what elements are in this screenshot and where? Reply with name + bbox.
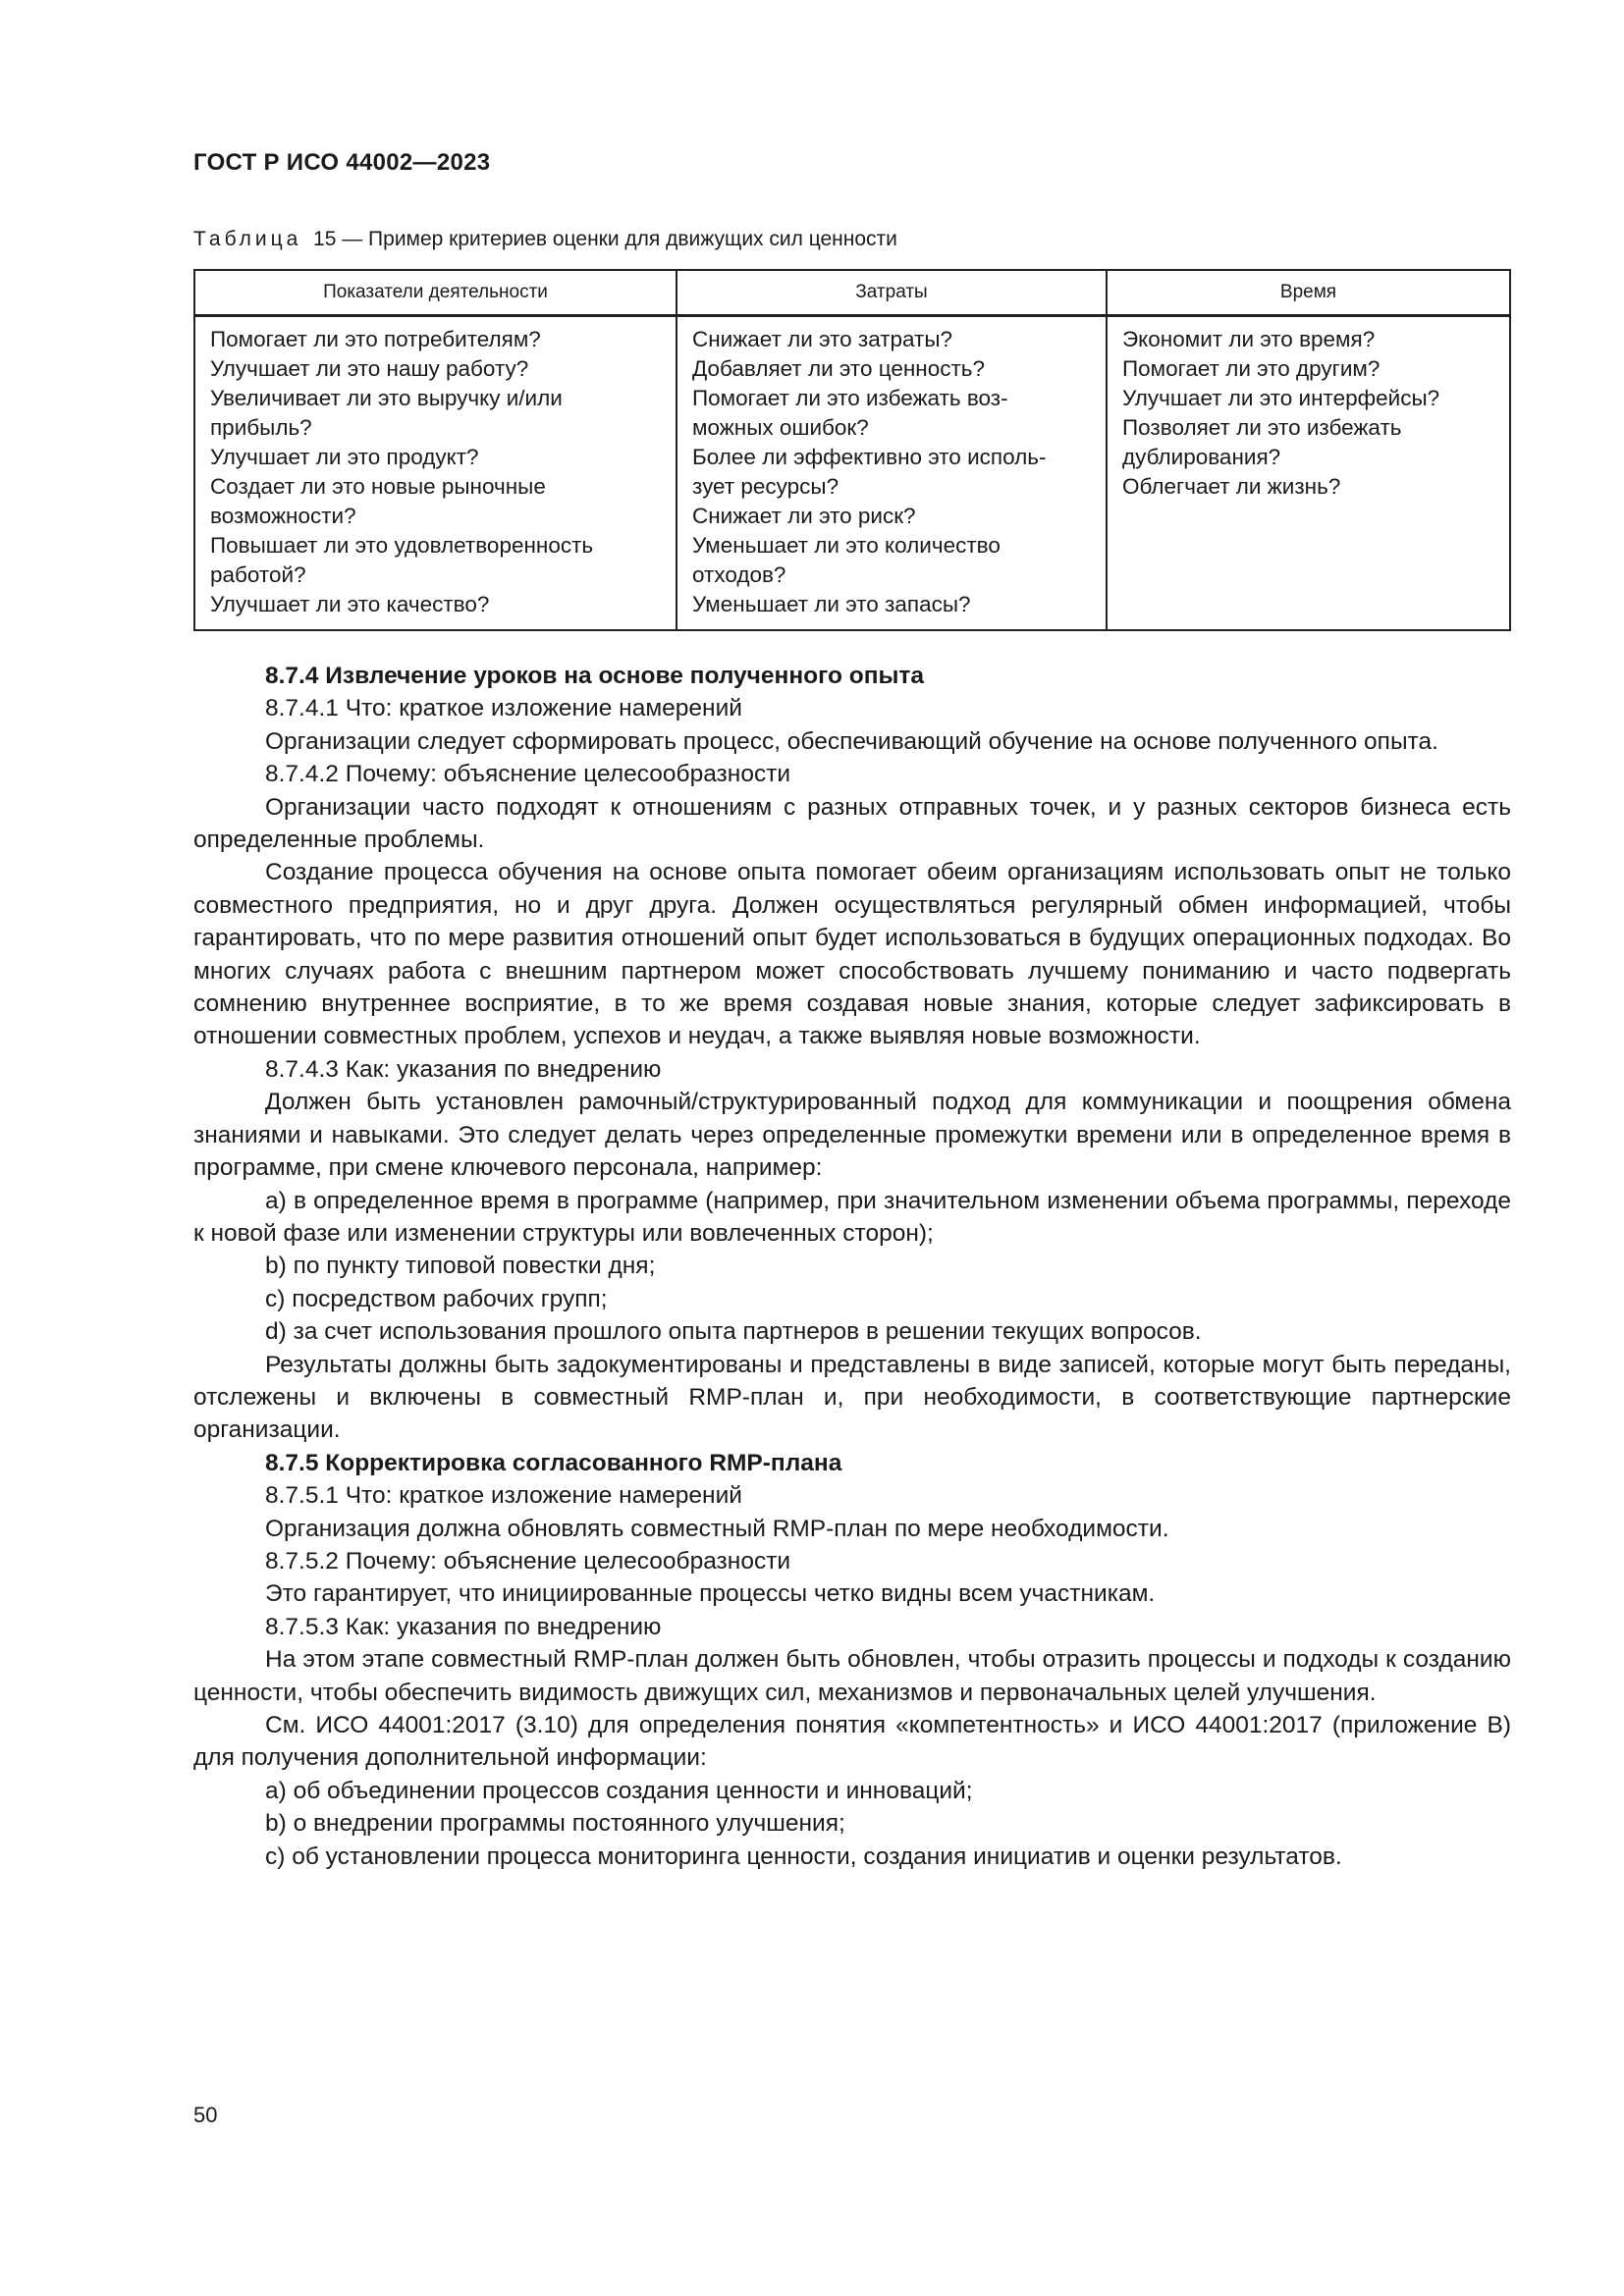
column-header-time: Время [1107,270,1510,316]
list-item: b) по пункту типовой повестки дня; [265,1253,656,1280]
subsection-8-7-5-2: 8.7.5.2 Почему: объяснение целесообразности [265,1547,791,1575]
table-caption-text: 15 — Пример критериев оценки для движущих сил ценности [313,228,897,250]
cell-line: отходов? [692,562,786,587]
cell-line: Улучшает ли это продукт? [210,445,479,469]
list-item: c) об установлении процесса мониторинга ценности, создания инициатив и оценки результатов. [265,1842,1342,1870]
column-header-costs: Затраты [677,270,1107,316]
paragraph: Должен быть установлен рамочный/структурированный подход для коммуникации и поощрения обмена знаниями и навыками. Это следует делать через определенные промежутки времени или в определенное время в программе, при смене ключевого персонала, например: [193,1089,1511,1182]
table-row [194,316,1510,631]
section-heading-8-7-5: 8.7.5 Корректировка согласованного RMP-плана [265,1449,842,1476]
paragraph: Результаты должны быть задокументированы и представлены в виде записей, которые могут быть переданы, отслежены и включены в совместный RMP-план и, при необходимости, в соответствующие партнерские организации. [193,1351,1511,1444]
cell-line: Уменьшает ли это запасы? [692,592,971,616]
cell-line: Снижает ли это затраты? [692,327,953,351]
cell-line: Улучшает ли это нашу работу? [210,356,529,381]
table-cell-costs [677,316,1107,631]
subsection-8-7-5-1: 8.7.5.1 Что: краткое изложение намерений [265,1482,742,1510]
body-text [193,660,1511,1873]
paragraph: Организации следует сформировать процесс, обеспечивающий обучение на основе полученного опыта. [265,727,1438,755]
table-header-row [194,270,1510,316]
cell-line: можных ошибок? [692,415,869,440]
page-number: 50 [193,2103,218,2127]
paragraph: Организации часто подходят к отношениям с разных отправных точек, и у разных секторов бизнеса есть определенные проблемы. [193,793,1511,854]
cell-line: прибыль? [210,415,312,440]
cell-line: Уменьшает ли это количество [692,533,1001,558]
column-header-performance: Показатели деятельности [194,270,677,316]
cell-line: дублирования? [1122,445,1281,469]
cell-line: Облегчает ли жизнь? [1122,474,1341,499]
cell-line: Увеличивает ли это выручку и/или [210,386,563,410]
cell-line: Помогает ли это потребителям? [210,327,541,351]
list-item: a) в определенное время в программе (например, при значительном изменении объема программы, переходе к новой фазе или изменении структуры или вовлеченных сторон); [193,1187,1511,1247]
list-item: b) о внедрении программы постоянного улучшения; [265,1810,845,1838]
cell-line: Экономит ли это время? [1122,327,1376,351]
cell-line: Создает ли это новые рыночные [210,474,546,499]
paragraph: Организация должна обновлять совместный RMP-план по мере необходимости. [265,1515,1169,1542]
cell-line: Позволяет ли это избежать [1122,415,1402,440]
document-header: ГОСТ Р ИСО 44002—2023 [193,149,491,176]
cell-line: Помогает ли это избежать воз- [692,386,1008,410]
cell-line: зует ресурсы? [692,474,839,499]
cell-line: Добавляет ли это ценность? [692,356,986,381]
criteria-table [193,269,1511,631]
table-caption [193,228,897,251]
paragraph: На этом этапе совместный RMP-план должен быть обновлен, чтобы отразить процессы и подходы к созданию ценности, чтобы обеспечить видимость движущих сил, механизмов и первоначальных целей улучшения. [193,1646,1511,1706]
cell-line: работой? [210,562,306,587]
paragraph: Создание процесса обучения на основе опыта помогает обеим организациям использовать опыт не только совместного предприятия, но и друг друга. Должен осуществляться регулярный обмен информацией, чтобы гарантировать, что по мере развития отношений опыт будет использоваться в будущих операционных подходах. Во многих случаях работа с внешним партнером может способствовать лучшему пониманию и часто подвергать сомнению внутреннее восприятие, в то же время создавая новые знания, которые следует зафиксировать в отношении совместных проблем, успехов и неудач, а также выявляя новые возможности. [193,859,1511,1050]
list-item: c) посредством рабочих групп; [265,1285,608,1312]
list-item: d) за счет использования прошлого опыта партнеров в решении текущих вопросов. [265,1318,1202,1346]
cell-line: Улучшает ли это интерфейсы? [1122,386,1440,410]
cell-line: Снижает ли это риск? [692,504,916,528]
cell-line: Повышает ли это удовлетворенность [210,533,594,558]
section-heading-8-7-4: 8.7.4 Извлечение уроков на основе полученного опыта [265,663,925,689]
subsection-8-7-4-1: 8.7.4.1 Что: краткое изложение намерений [265,695,742,722]
table-caption-label: Таблица [193,228,302,250]
paragraph: См. ИСО 44001:2017 (3.10) для определения понятия «компетентность» и ИСО 44001:2017 (приложение В) для получения дополнительной информации: [193,1712,1511,1772]
table-cell-performance [194,316,677,631]
cell-line: возможности? [210,504,356,528]
cell-line: Улучшает ли это качество? [210,592,490,616]
subsection-8-7-4-2: 8.7.4.2 Почему: объяснение целесообразности [265,761,791,788]
list-item: a) об объединении процессов создания ценности и инноваций; [265,1777,973,1804]
subsection-8-7-4-3: 8.7.4.3 Как: указания по внедрению [265,1055,662,1083]
subsection-8-7-5-3: 8.7.5.3 Как: указания по внедрению [265,1613,662,1640]
table-cell-time [1107,316,1510,631]
cell-line: Помогает ли это другим? [1122,356,1380,381]
cell-line: Более ли эффективно это исполь- [692,445,1047,469]
paragraph: Это гарантирует, что инициированные процессы четко видны всем участникам. [265,1580,1156,1608]
